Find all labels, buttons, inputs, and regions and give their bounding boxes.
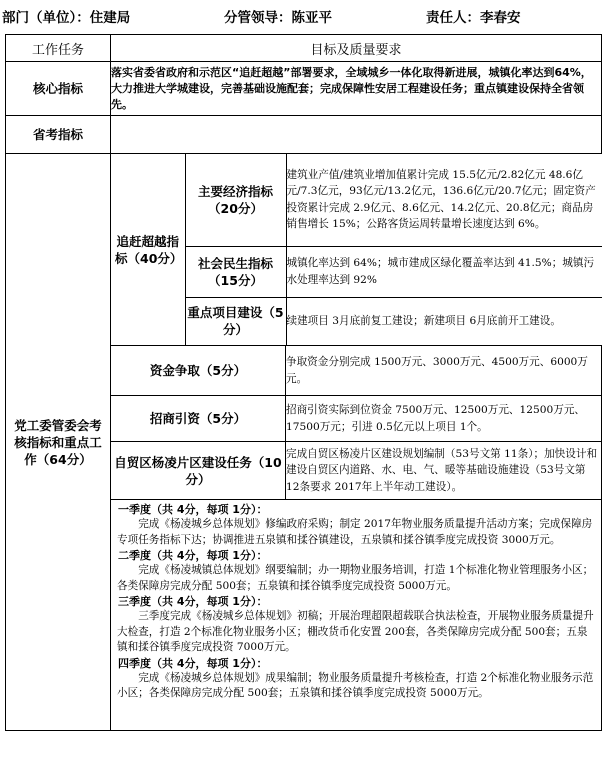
quarter-3: [117, 594, 596, 656]
projects-row: [111, 297, 602, 345]
catch-up-row: [6, 154, 602, 346]
quarter-2-text: 完成《杨凌城镇总体规划》纲要编制；办一期物业服务培训，打造 1个标准化物业管理服务小区；各类保障房完成分配 500套；五泉镇和揉谷镇季度完成投资 5000万元。: [117, 564, 594, 592]
livelihood-row: [111, 246, 602, 297]
econ-text: 建筑业产值/建筑业增加值累计完成 15.5亿元/2.82亿元 48.6亿元/7.3亿元，93亿元/13.2亿元，136.6亿元/20.7亿元；固定资产投资累计完成 2.9亿元、8.6亿元、14.2亿元、20.8亿元；商品房销售增长 15%；公路客货运周转量增长速度达到 6%。: [286, 154, 602, 246]
quarter-4-text: 完成《杨凌城乡总体规划》成果编制；物业服务质量提升考核检查，打造 2个标准化物业服务示范小区；各类保障房完成分配 500套；五泉镇和揉谷镇季度完成投资 5000万元。: [117, 671, 594, 699]
catch-up-table: [111, 154, 602, 345]
col-header-target: 目标及质量要求: [111, 35, 602, 62]
quarter-2-title: 二季度（共 4分，每项 1分）：: [118, 549, 268, 562]
quarter-1: [117, 502, 596, 548]
provincial-text: [111, 116, 602, 154]
provincial-row: [6, 116, 602, 154]
quarter-4-title: 四季度（共 4分，每项 1分）：: [118, 656, 268, 670]
table-header-row: [6, 35, 602, 62]
core-text: 落实省委省政府和示范区“追赶超越”部署要求，全域城乡一体化取得新进展，城镇化率达到64%，大力推进大学城建设，完善基础设施配套；完成保障性安居工程建设任务；重点镇建设保持全省领先。: [111, 62, 602, 116]
department-label: 部门（单位）：住建局: [2, 10, 131, 26]
quarter-1-title: 一季度（共 4分，每项 1分）：: [118, 503, 268, 516]
econ-row: [111, 154, 602, 246]
quarter-2: [117, 548, 596, 594]
target-table: [5, 34, 602, 731]
party-label: 党工委管委会考核指标和重点工作（64分）: [6, 154, 111, 731]
investment-text: 招商引资实际到位资金 7500万元、12500万元、12500万元、17500万元；引进 0.5亿元以上项目 1个。: [286, 396, 602, 442]
econ-label: 主要经济指标（20分）: [185, 154, 286, 246]
catch-up-label: 追赶超越指标（40分）: [111, 154, 185, 345]
document-header: [2, 6, 604, 30]
core-row: [6, 62, 602, 116]
ftz-label: 自贸区杨凌片区建设任务（10分）: [111, 442, 286, 500]
provincial-label: 省考指标: [6, 116, 111, 154]
projects-text: 续建项目 3月底前复工建设；新建项目 6月底前开工建设。: [286, 297, 602, 345]
projects-label: 重点项目建设（5分）: [185, 297, 286, 345]
livelihood-text: 城镇化率达到 64%；城市建成区绿化覆盖率达到 41.5%；城镇污水处理率达到 92%: [286, 246, 602, 297]
responsible-label: 责任人：李春安: [426, 10, 521, 26]
catch-up-block: [111, 154, 602, 346]
quarter-1-text: 完成《杨凌城乡总体规划》修编政府采购；制定 2017年物业服务质量提升活动方案；完成保障房专项任务指标下达；协调推进五泉镇和揉谷镇建设，五泉镇和揉谷镇季度完成投资 3000万元。: [117, 518, 593, 546]
ftz-text: 完成自贸区杨凌片区建设规划编制（53号文第 11条）；加快设计和建设自贸区内道路、水、电、气、暖等基础设施建设（53号文第 12条要求 2017年上半年动工建设）。: [286, 442, 602, 500]
investment-label: 招商引资（5分）: [111, 396, 286, 442]
quarters-block: [111, 500, 602, 731]
quarter-3-text: 三季度完成《杨凌城乡总体规划》初稿；开展治理超限超载联合执法检查，开展物业服务质量提升大检查，打造 2个标准化物业服务小区；棚改货币化安置 200套，各类保障房完成分配 500套；五泉镇和揉谷镇季度完成投资 7000万元。: [117, 610, 594, 653]
livelihood-label: 社会民生指标（15分）: [185, 246, 286, 297]
core-label: 核心指标: [6, 62, 111, 116]
leader-label: 分管领导：陈亚平: [224, 10, 332, 26]
quarter-3-title: 三季度（共 4分，每项 1分）：: [118, 595, 268, 608]
quarter-4: [117, 656, 596, 702]
funding-label: 资金争取（5分）: [111, 346, 286, 396]
col-header-task: 工作任务: [6, 35, 111, 62]
funding-text: 争取资金分别完成 1500万元、3000万元、4500万元、6000万元。: [286, 346, 602, 396]
